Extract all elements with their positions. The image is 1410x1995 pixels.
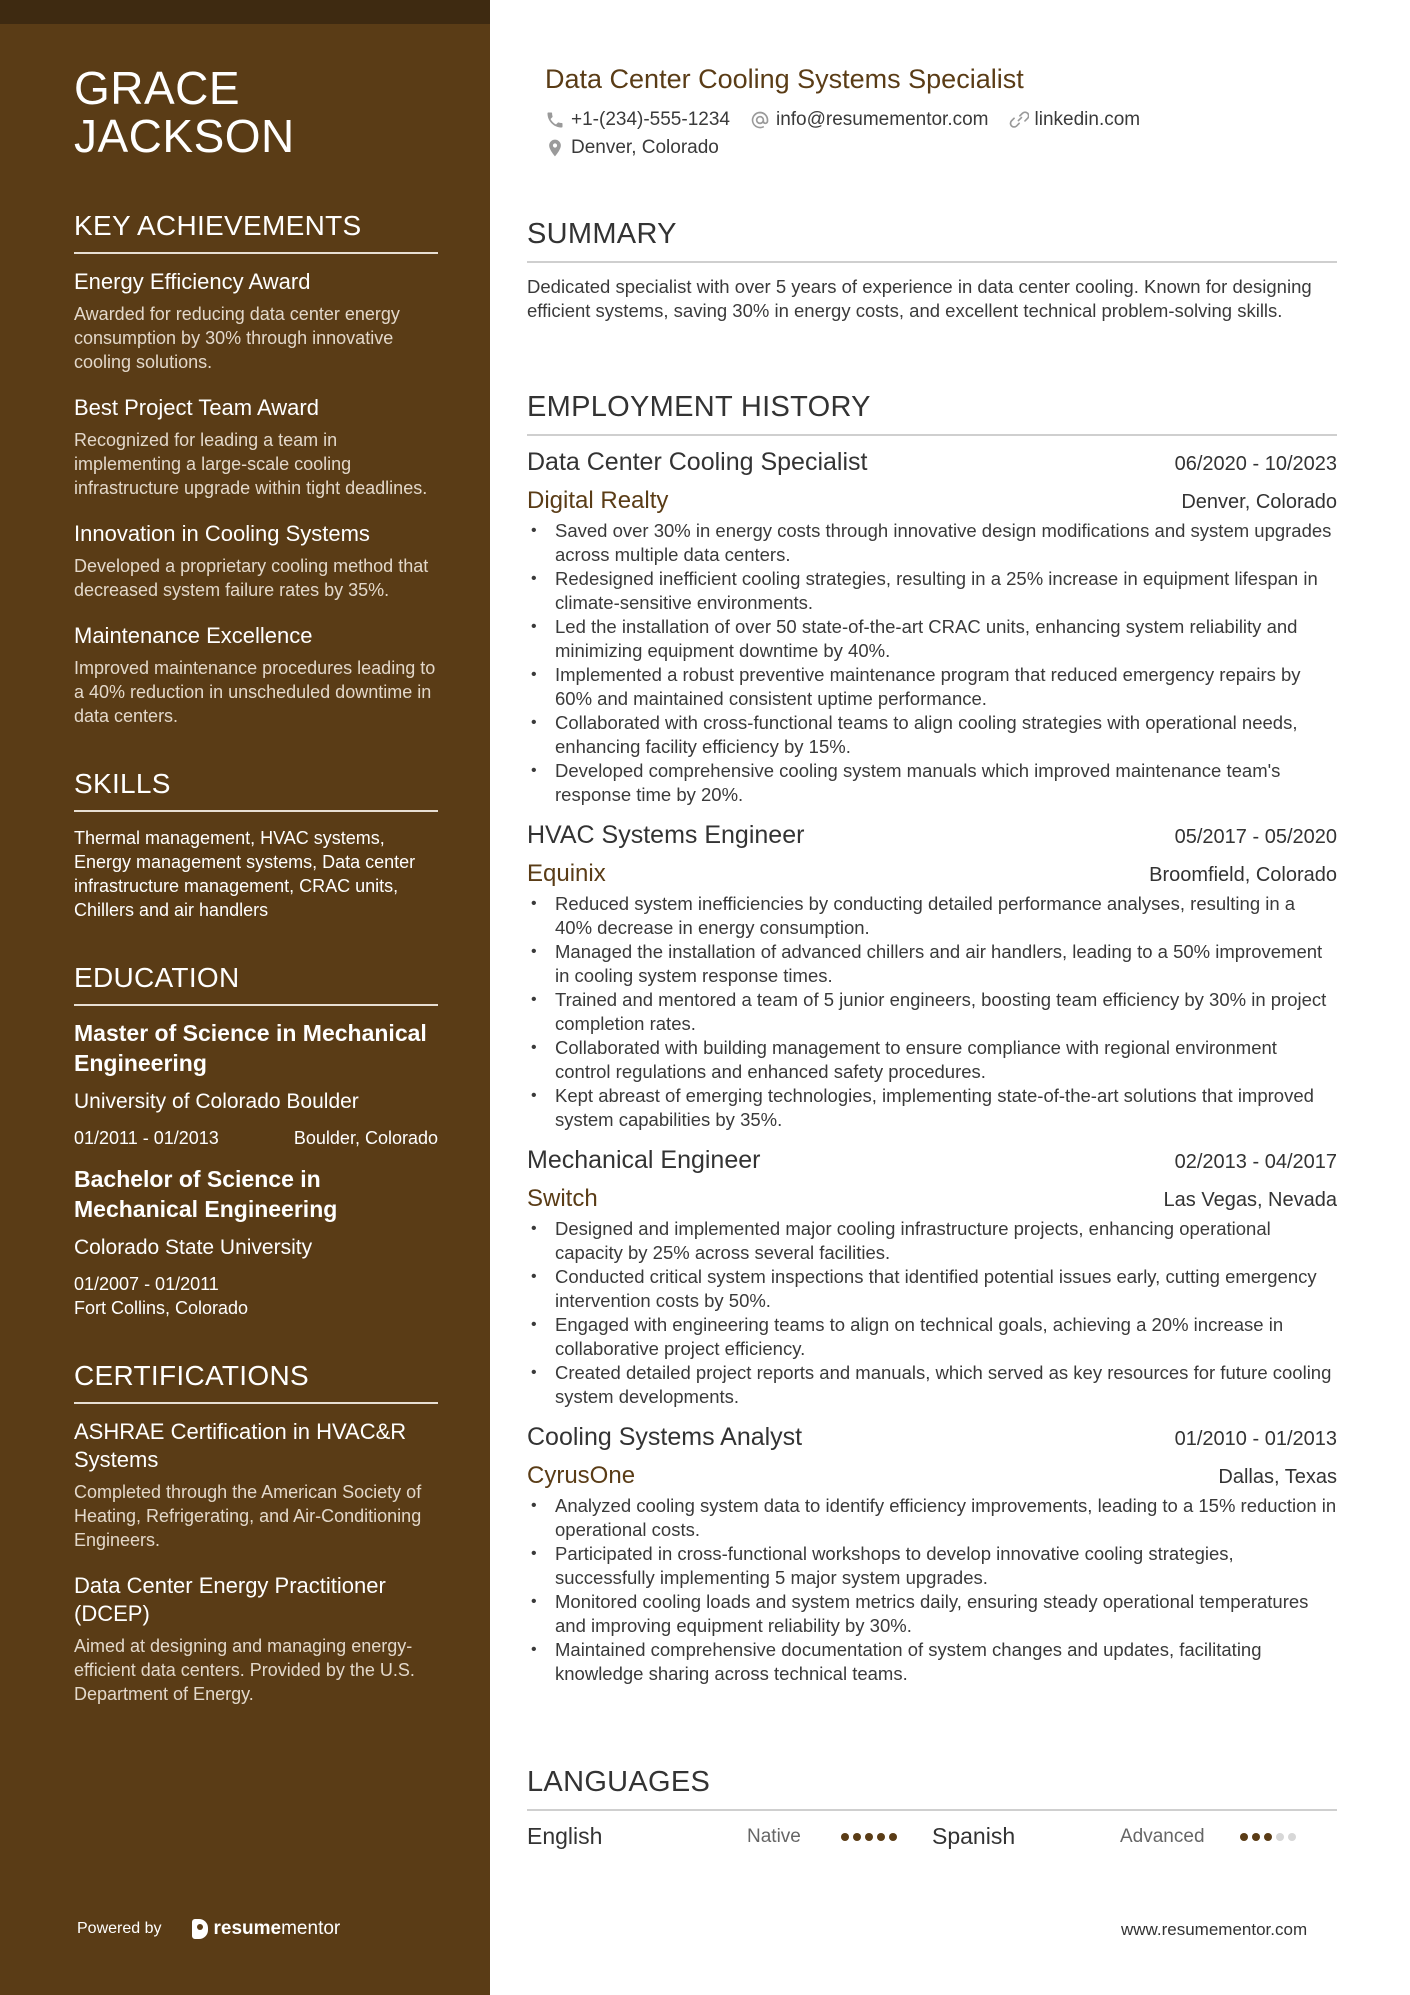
education-meta [74, 1126, 438, 1150]
skills-heading: SKILLS [74, 768, 438, 812]
language-rating [841, 1833, 897, 1841]
education-section [74, 962, 438, 1320]
rating-dot-filled [841, 1833, 849, 1841]
certification-desc: Aimed at designing and managing energy-efficient data centers. Provided by the U.S. Department of Energy. [74, 1636, 415, 1704]
education-meta [74, 1272, 438, 1320]
location-pin-icon [545, 138, 565, 158]
job-entry [527, 448, 1337, 807]
language-level: Native [747, 1825, 801, 1847]
education-location: Fort Collins, Colorado [74, 1298, 249, 1318]
job-dates: 05/2017 - 05/2020 [1174, 826, 1337, 848]
link-icon [1009, 110, 1029, 130]
job-company-row [527, 487, 1337, 515]
job-bullet: • Conducted critical system inspections that identified potential issues early, cutting emergency intervention costs by 50%. [527, 1265, 1337, 1313]
job-company-row [527, 860, 1337, 888]
languages-section [527, 1766, 1337, 1850]
language-item [932, 1823, 1337, 1850]
rating-dot-filled [865, 1833, 873, 1841]
rating-dot-filled [877, 1833, 885, 1841]
job-role: Mechanical Engineer [527, 1146, 761, 1174]
language-name: Spanish [932, 1823, 1016, 1849]
footer-url[interactable]: www.resumementor.com [1121, 1920, 1308, 1939]
job-bullet: • Implemented a robust preventive maintenance program that reduced emergency repairs by 60% and maintained consistent uptime performance. [527, 663, 1337, 711]
location-text: Denver, Colorado [571, 137, 719, 158]
certifications-heading: CERTIFICATIONS [74, 1360, 438, 1404]
job-bullet: • Saved over 30% in energy costs through innovative design modifications and system upgrades across multiple data centers. [527, 519, 1337, 567]
achievements-heading: KEY ACHIEVEMENTS [74, 210, 438, 254]
achievement-title: Maintenance Excellence [74, 623, 313, 648]
skills-text: Thermal management, HVAC systems, Energy management systems, Data center infrastructure management, CRAC units, Chillers and air handlers [74, 828, 416, 920]
job-dates: 01/2010 - 01/2013 [1174, 1428, 1337, 1450]
job-bullet: • Engaged with engineering teams to align on technical goals, achieving a 20% increase in collaborative project efficiency. [527, 1313, 1337, 1361]
job-bullets [527, 1217, 1337, 1409]
job-bullet: • Analyzed cooling system data to identify efficiency improvements, leading to a 15% reduction in operational costs. [527, 1494, 1337, 1542]
education-heading: EDUCATION [74, 962, 438, 1006]
job-bullet: • Collaborated with building management to ensure compliance with regional environment control regulations and enhanced safety procedures. [527, 1036, 1337, 1084]
powered-by-label: Powered by [77, 1920, 162, 1937]
job-entry [527, 1423, 1337, 1686]
contact-phone[interactable] [545, 109, 730, 131]
name-first: GRACE [74, 62, 241, 114]
summary-section [527, 218, 1337, 323]
achievement-title: Best Project Team Award [74, 395, 319, 420]
contact-location [545, 137, 719, 159]
job-entry [527, 821, 1337, 1132]
achievement-title: Energy Efficiency Award [74, 269, 311, 294]
summary-text: Dedicated specialist with over 5 years of experience in data center cooling. Known for designing efficient systems, saving 30% in energy costs, and excellent technical problem-solving skills. [527, 276, 1312, 321]
job-bullet: • Monitored cooling loads and system metrics daily, ensuring steady operational temperatures and improving equipment reliability by 30%. [527, 1590, 1337, 1638]
job-bullets [527, 519, 1337, 807]
job-company: Equinix [527, 860, 606, 887]
achievements-section [74, 210, 438, 728]
job-bullet: • Reduced system inefficiencies by conducting detailed performance analyses, resulting in a 40% decrease in energy consumption. [527, 892, 1337, 940]
job-entry [527, 1146, 1337, 1409]
job-title: Data Center Cooling Systems Specialist [545, 64, 1024, 94]
phone-icon [545, 110, 565, 130]
skills-section [74, 768, 438, 922]
email-text: info@resumementor.com [775, 109, 989, 130]
job-bullet: • Designed and implemented major cooling infrastructure projects, enhancing operational capacity by 25% across several facilities. [527, 1217, 1337, 1265]
certifications-section [74, 1360, 438, 1706]
language-rating [1240, 1833, 1296, 1841]
sidebar [0, 0, 490, 1995]
job-location: Dallas, Texas [1218, 1466, 1337, 1488]
achievement-desc: Awarded for reducing data center energy consumption by 30% through innovative cooling solutions. [74, 304, 400, 372]
rating-dot-filled [1252, 1833, 1260, 1841]
job-bullet: • Managed the installation of advanced chillers and air handlers, leading to a 50% improvement in cooling system response times. [527, 940, 1337, 988]
brand-name-bold: resume [213, 1918, 282, 1939]
job-dates: 06/2020 - 10/2023 [1174, 453, 1337, 475]
education-degree: Bachelor of Science in Mechanical Engineering [74, 1166, 338, 1222]
certification-title: Data Center Energy Practitioner (DCEP) [74, 1573, 386, 1626]
job-location: Denver, Colorado [1181, 491, 1337, 513]
job-bullet: • Kept abreast of emerging technologies, implementing state-of-the-art solutions that improved system capabilities by 35%. [527, 1084, 1337, 1132]
certification-item [74, 1572, 438, 1706]
job-company-row [527, 1462, 1337, 1490]
contact-info [545, 109, 1335, 159]
job-header [527, 1423, 1337, 1452]
education-school: Colorado State University [74, 1236, 313, 1259]
employment-heading: EMPLOYMENT HISTORY [527, 391, 1337, 436]
job-header [527, 821, 1337, 850]
achievement-desc: Improved maintenance procedures leading to a 40% reduction in unscheduled downtime in data centers. [74, 658, 436, 726]
job-company: Digital Realty [527, 487, 669, 514]
job-bullet: • Participated in cross-functional workshops to develop innovative cooling strategies, successfully implementing 5 major system upgrades. [527, 1542, 1337, 1590]
name-last: JACKSON [74, 110, 295, 162]
job-role: HVAC Systems Engineer [527, 821, 805, 849]
employment-section [527, 391, 1337, 1686]
language-name: English [527, 1823, 603, 1849]
achievement-desc: Recognized for leading a team in implementing a large-scale cooling infrastructure upgrade within tight deadlines. [74, 430, 428, 498]
job-company: CyrusOne [527, 1462, 636, 1489]
language-item [527, 1823, 932, 1850]
at-icon [750, 110, 770, 130]
rating-dot-empty [1288, 1833, 1296, 1841]
achievement-title: Innovation in Cooling Systems [74, 521, 370, 546]
education-degree: Master of Science in Mechanical Engineering [74, 1020, 427, 1076]
brand-name-light: mentor [281, 1918, 341, 1939]
job-bullet: • Led the installation of over 50 state-of-the-art CRAC units, enhancing system reliability and minimizing equipment downtime by 40%. [527, 615, 1337, 663]
job-bullet: • Developed comprehensive cooling system manuals which improved maintenance team's response time by 20%. [527, 759, 1337, 807]
education-location: Boulder, Colorado [293, 1128, 438, 1148]
achievement-item [74, 394, 438, 500]
languages-list [527, 1823, 1337, 1850]
job-role: Data Center Cooling Specialist [527, 448, 868, 476]
rating-dot-filled [889, 1833, 897, 1841]
job-header [527, 448, 1337, 477]
rating-dot-filled [853, 1833, 861, 1841]
achievement-item [74, 520, 438, 602]
certification-title: ASHRAE Certification in HVAC&R Systems [74, 1419, 407, 1472]
job-bullet: • Trained and mentored a team of 5 junior engineers, boosting team efficiency by 30% in project completion rates. [527, 988, 1337, 1036]
job-bullet: • Created detailed project reports and manuals, which served as key resources for future cooling system developments. [527, 1361, 1337, 1409]
education-school: University of Colorado Boulder [74, 1090, 359, 1113]
achievement-desc: Developed a proprietary cooling method that decreased system failure rates by 35%. [74, 556, 429, 600]
rating-dot-filled [1264, 1833, 1272, 1841]
job-location: Las Vegas, Nevada [1163, 1189, 1337, 1211]
language-level: Advanced [1120, 1825, 1205, 1847]
job-company: Switch [527, 1185, 598, 1212]
job-header [527, 1146, 1337, 1175]
contact-email[interactable] [750, 109, 989, 131]
education-dates: 01/2007 - 01/2011 [74, 1274, 219, 1294]
job-bullets [527, 892, 1337, 1132]
job-bullet: • Redesigned inefficient cooling strategies, resulting in a 25% increase in equipment lifespan in climate-sensitive environments. [527, 567, 1337, 615]
certification-desc: Completed through the American Society of Heating, Refrigerating, and Air-Conditioning Engineers. [74, 1482, 422, 1550]
resume-header [545, 64, 1335, 159]
rating-dot-filled [1240, 1833, 1248, 1841]
phone-text: +1-(234)-555-1234 [571, 109, 730, 130]
job-dates: 02/2013 - 04/2017 [1174, 1151, 1337, 1173]
job-role: Cooling Systems Analyst [527, 1423, 803, 1451]
job-bullet: • Collaborated with cross-functional teams to align cooling strategies with operational needs, enhancing facility efficiency by 15%. [527, 711, 1337, 759]
brand-mark-icon [192, 1919, 208, 1939]
job-bullets [527, 1494, 1337, 1686]
sidebar-top-bar [0, 0, 490, 24]
languages-heading: LANGUAGES [527, 1766, 1337, 1811]
achievement-item [74, 268, 438, 374]
candidate-name [74, 64, 438, 160]
powered-by [77, 1918, 340, 1940]
job-company-row [527, 1185, 1337, 1213]
job-bullet: • Maintained comprehensive documentation of system changes and updates, facilitating knowledge sharing across technical teams. [527, 1638, 1337, 1686]
summary-heading: SUMMARY [527, 218, 1337, 263]
brand-logo[interactable] [192, 1918, 341, 1940]
job-location: Broomfield, Colorado [1149, 864, 1337, 886]
achievement-item [74, 622, 438, 728]
education-dates: 01/2011 - 01/2013 [74, 1128, 219, 1148]
contact-linkedin[interactable] [1009, 109, 1141, 131]
rating-dot-empty [1276, 1833, 1284, 1841]
education-item [74, 1164, 438, 1320]
linkedin-text: linkedin.com [1034, 109, 1141, 130]
education-item [74, 1018, 438, 1150]
certification-item [74, 1418, 438, 1552]
